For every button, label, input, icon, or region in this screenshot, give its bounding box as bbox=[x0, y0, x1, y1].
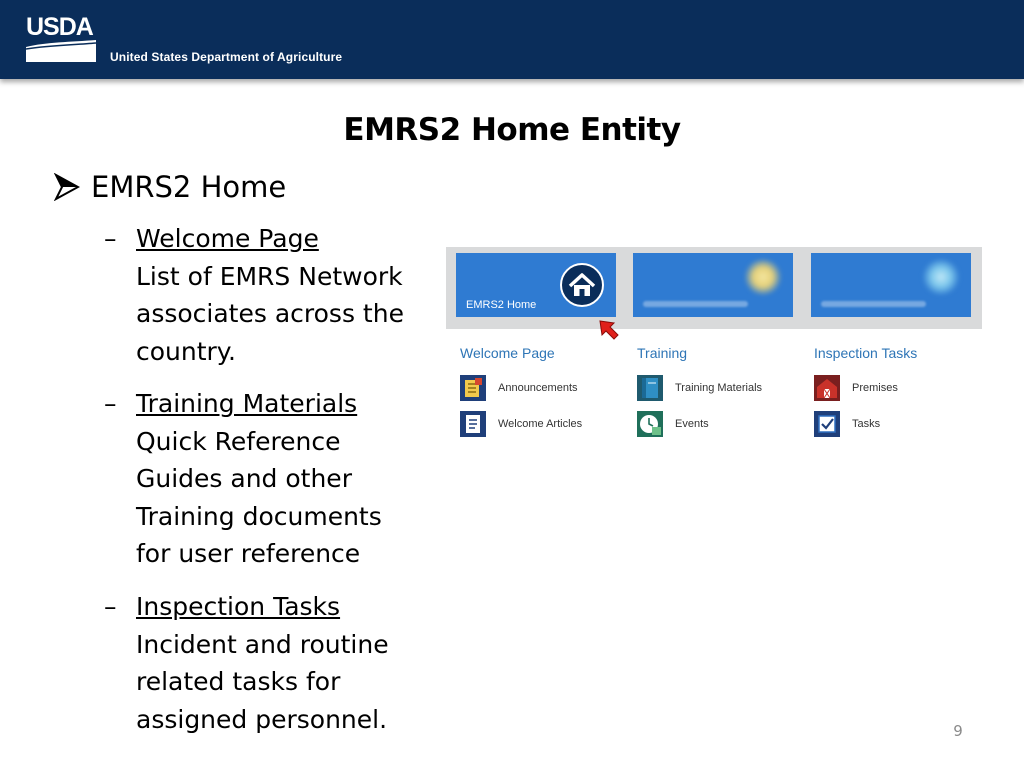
usda-logo bbox=[26, 14, 96, 62]
sub-item-training-materials bbox=[104, 385, 426, 573]
house-icon bbox=[560, 263, 604, 307]
link-training-materials[interactable] bbox=[637, 374, 762, 402]
welcome-articles-icon bbox=[460, 411, 486, 437]
sub-item-heading: Inspection Tasks bbox=[136, 592, 341, 621]
sub-item-description: Quick Reference Guides and other Training documents for user reference bbox=[136, 426, 382, 568]
link-welcome-articles[interactable] bbox=[460, 410, 582, 438]
checkbox-icon bbox=[814, 411, 840, 437]
emrs2-home-screenshot bbox=[446, 247, 982, 447]
link-label: Events bbox=[675, 418, 709, 430]
link-tasks[interactable] bbox=[814, 410, 880, 438]
dash-bullet: – bbox=[104, 592, 117, 621]
main-bullet bbox=[54, 170, 286, 204]
column-heading-training[interactable]: Training bbox=[637, 345, 688, 361]
main-bullet-text: EMRS2 Home bbox=[91, 170, 287, 204]
agency-name: United States Department of Agriculture bbox=[110, 50, 343, 64]
blurred-tile-icon bbox=[743, 259, 783, 295]
sub-item-description: List of EMRS Network associates across the country. bbox=[136, 261, 404, 366]
sub-item-heading: Training Materials bbox=[136, 389, 358, 418]
usda-logo-text: USDA bbox=[26, 13, 93, 41]
dash-bullet: – bbox=[104, 389, 117, 418]
page-number: 9 bbox=[953, 722, 963, 740]
column-heading-welcome-page[interactable]: Welcome Page bbox=[460, 345, 555, 361]
announcements-icon bbox=[460, 375, 486, 401]
sub-item-welcome-page bbox=[104, 220, 426, 370]
blurred-tile-icon bbox=[921, 259, 961, 295]
link-label: Tasks bbox=[852, 418, 881, 430]
blurred-label bbox=[821, 301, 926, 307]
usda-swoosh-icon bbox=[26, 40, 96, 62]
dash-bullet: – bbox=[104, 224, 117, 253]
red-pointer-arrow-icon bbox=[598, 319, 620, 341]
blurred-label bbox=[643, 301, 748, 307]
tile-label: EMRS2 Home bbox=[466, 299, 537, 311]
sub-item-description: Incident and routine related tasks for assigned personnel. bbox=[136, 629, 389, 734]
arrow-bullet-icon bbox=[54, 173, 80, 201]
tile-strip bbox=[446, 247, 982, 329]
tile-blurred-1[interactable] bbox=[633, 253, 793, 317]
link-label: Announcements bbox=[498, 382, 578, 394]
link-label: Training Materials bbox=[675, 382, 763, 394]
barn-icon bbox=[814, 375, 840, 401]
usda-header-bar bbox=[0, 0, 1024, 79]
sub-item-heading: Welcome Page bbox=[136, 224, 319, 253]
sub-item-inspection-tasks bbox=[104, 588, 426, 738]
book-icon bbox=[637, 375, 663, 401]
slide-title: EMRS2 Home Entity bbox=[343, 112, 681, 148]
link-label: Welcome Articles bbox=[498, 418, 583, 430]
link-events[interactable] bbox=[637, 410, 709, 438]
calendar-icon bbox=[637, 411, 663, 437]
link-label: Premises bbox=[852, 382, 898, 394]
link-announcements[interactable] bbox=[460, 374, 578, 402]
tile-emrs2-home[interactable] bbox=[456, 253, 616, 317]
link-premises[interactable] bbox=[814, 374, 898, 402]
tile-blurred-2[interactable] bbox=[811, 253, 971, 317]
column-heading-inspection-tasks[interactable]: Inspection Tasks bbox=[814, 345, 918, 361]
